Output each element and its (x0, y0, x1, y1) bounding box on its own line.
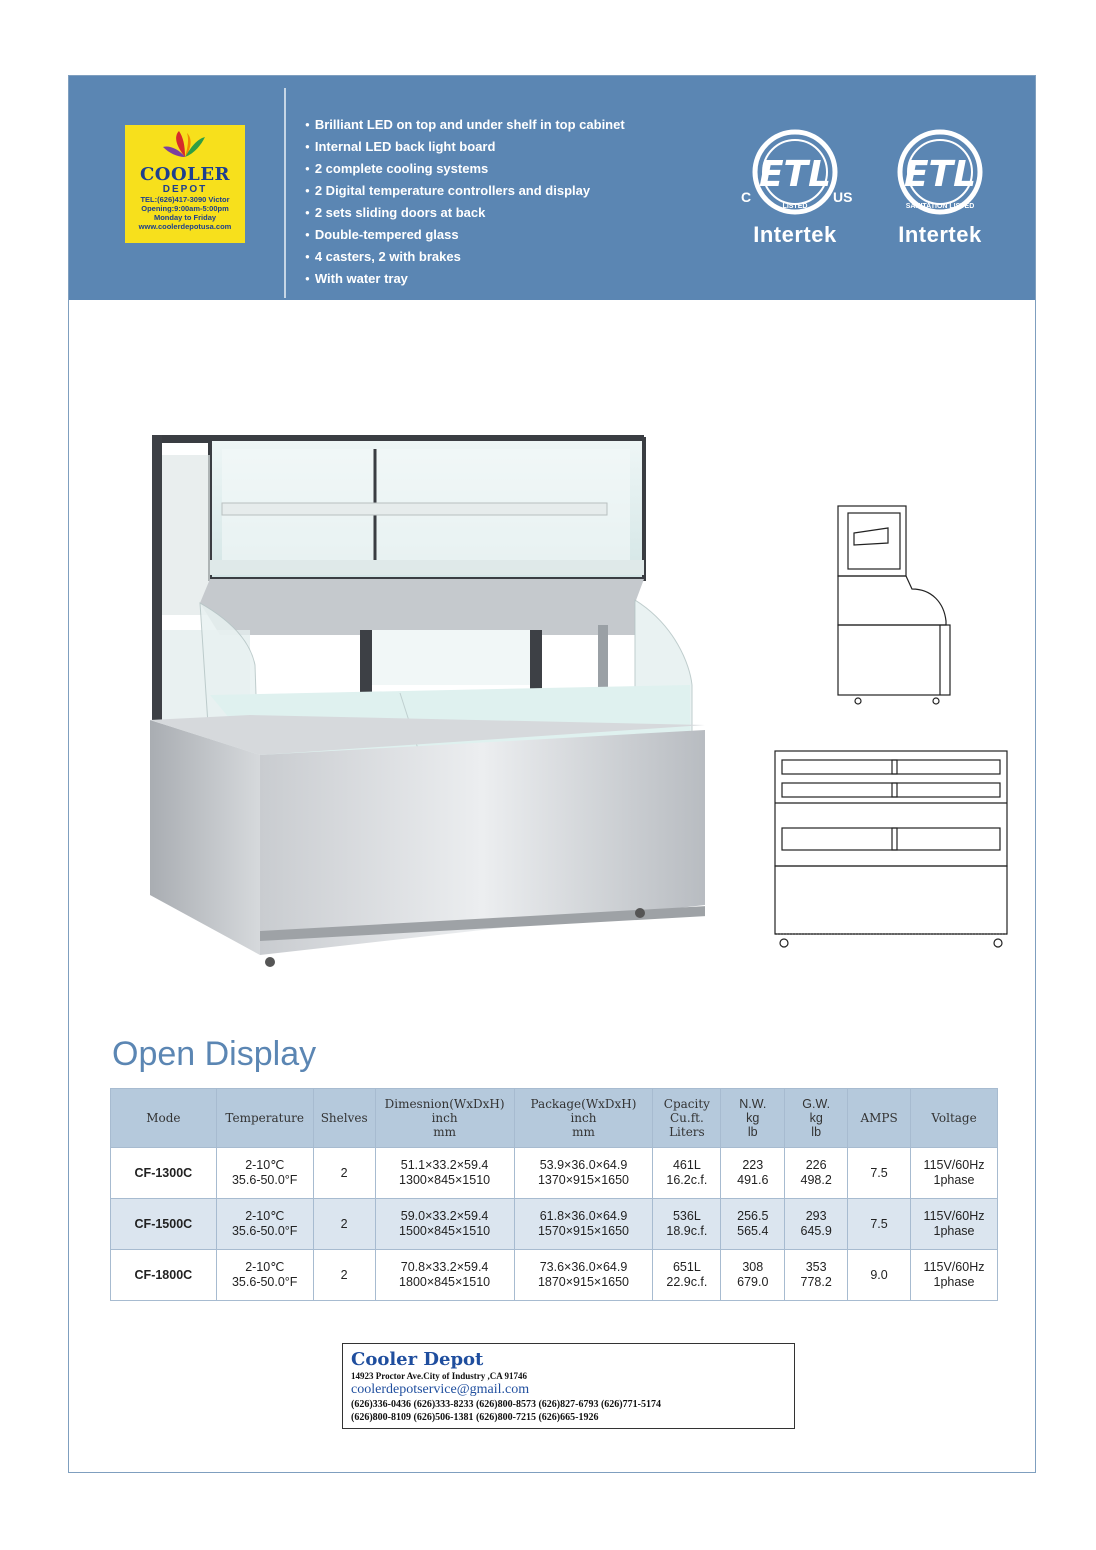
cell-voltage: 115V/60Hz 1phase (911, 1250, 998, 1301)
col-header-shelves: Shelves (313, 1089, 375, 1148)
feature-item: ● 2 sets sliding doors at back (305, 203, 625, 225)
table-row (111, 1199, 998, 1250)
feature-item: ● 2 complete cooling systems (305, 159, 625, 181)
cert-arc: LISTED (782, 203, 808, 210)
feature-item: ● With water tray (305, 269, 625, 291)
cell-package: 61.8×36.0×64.9 1570×915×1650 (514, 1199, 653, 1250)
cell-temp: 2-10℃ 35.6-50.0°F (216, 1250, 313, 1301)
cell-dimension: 51.1×33.2×59.4 1300×845×1510 (375, 1148, 514, 1199)
page-title: Open Display (112, 1035, 317, 1073)
col-header-voltage: Voltage (911, 1089, 998, 1148)
cell-gw: 293 645.9 (785, 1199, 848, 1250)
feature-item: ● Internal LED back light board (305, 137, 625, 159)
feature-item: ● 4 casters, 2 with brakes (305, 247, 625, 269)
cert-name: Intertek (753, 222, 837, 247)
table-row (111, 1250, 998, 1301)
cell-amps: 7.5 (848, 1148, 911, 1199)
contact-address: 14923 Proctor Ave.City of Industry ,CA 91746 (351, 1371, 527, 1381)
cell-capacity: 536L 18.9c.f. (653, 1199, 721, 1250)
cell-shelves: 2 (313, 1250, 375, 1301)
cert-mark: ETL (903, 154, 977, 195)
cell-capacity: 651L 22.9c.f. (653, 1250, 721, 1301)
feature-item: ● 2 Digital temperature controllers and display (305, 181, 625, 203)
etl-listed-cert (735, 128, 855, 248)
cooler-depot-logo (125, 125, 245, 243)
table-header-row (111, 1089, 998, 1148)
etl-sanitation-mark-icon (880, 128, 1000, 220)
cert-arc: SANITATION LISTED (905, 203, 975, 210)
cell-voltage: 115V/60Hz 1phase (911, 1199, 998, 1250)
contact-box (342, 1343, 795, 1429)
contact-email[interactable]: coolerdepotservice@gmail.com (351, 1382, 530, 1397)
cert-left: C (741, 189, 752, 205)
col-header-temperature: Temperature (216, 1089, 313, 1148)
front-view-drawing (772, 748, 1012, 953)
col-header-nw: N.W. kg lb (721, 1089, 785, 1148)
cell-voltage: 115V/60Hz 1phase (911, 1148, 998, 1199)
cert-right: US (833, 189, 853, 205)
header-divider (284, 88, 286, 298)
col-header-capacity: Cpacity Cu.ft. Liters (653, 1089, 721, 1148)
cell-temp: 2-10℃ 35.6-50.0°F (216, 1148, 313, 1199)
logo-line: Monday to Friday (153, 213, 217, 222)
cell-shelves: 2 (313, 1148, 375, 1199)
logo-line: www.coolerdepotusa.com (138, 222, 232, 231)
contact-name: Cooler Depot (351, 1349, 484, 1370)
cell-package: 53.9×36.0×64.9 1370×915×1650 (514, 1148, 653, 1199)
col-header-mode: Mode (111, 1089, 217, 1148)
cell-gw: 353 778.2 (785, 1250, 848, 1301)
logo-line: TEL:(626)417-3090 Victor (140, 195, 230, 204)
col-header-amps: AMPS (848, 1089, 911, 1148)
cell-model: CF-1300C (111, 1148, 217, 1199)
etl-listed-mark-icon (735, 128, 855, 220)
col-header-dimension: Dimesnion(WxDxH) inch mm (375, 1089, 514, 1148)
spec-table (110, 1088, 998, 1301)
cell-nw: 256.5 565.4 (721, 1199, 785, 1250)
cell-model: CF-1500C (111, 1199, 217, 1250)
table-row (111, 1148, 998, 1199)
col-header-gw: G.W. kg lb (785, 1089, 848, 1148)
display-case-image (100, 425, 740, 975)
contact-phones-line2: (626)800-8109 (626)506-1381 (626)800-7215 (626)665-1926 (351, 1412, 599, 1423)
cell-nw: 223 491.6 (721, 1148, 785, 1199)
side-view-drawing (832, 503, 952, 708)
cell-nw: 308 679.0 (721, 1250, 785, 1301)
feature-item: ● Double-tempered glass (305, 225, 625, 247)
logo-brand: COOLER (139, 164, 231, 185)
cell-temp: 2-10℃ 35.6-50.0°F (216, 1199, 313, 1250)
cell-amps: 7.5 (848, 1199, 911, 1250)
feature-list (305, 115, 625, 291)
cell-capacity: 461L 16.2c.f. (653, 1148, 721, 1199)
logo-line: Opening:9:00am-5:00pm (141, 204, 229, 213)
logo-sub: DEPOT (162, 184, 208, 195)
feature-item: ● Brilliant LED on top and under shelf in top cabinet (305, 115, 625, 137)
cert-mark: ETL (758, 154, 832, 195)
col-header-package: Package(WxDxH) inch mm (514, 1089, 653, 1148)
cell-package: 73.6×36.0×64.9 1870×915×1650 (514, 1250, 653, 1301)
cell-model: CF-1800C (111, 1250, 217, 1301)
flower-icon (155, 129, 215, 159)
cell-dimension: 59.0×33.2×59.4 1500×845×1510 (375, 1199, 514, 1250)
etl-sanitation-cert (880, 128, 1000, 248)
contact-phones-line1: (626)336-0436 (626)333-8233 (626)800-8573 (626)827-6793 (626)771-5174 (351, 1399, 661, 1410)
cell-amps: 9.0 (848, 1250, 911, 1301)
cert-name: Intertek (898, 222, 982, 247)
cell-dimension: 70.8×33.2×59.4 1800×845×1510 (375, 1250, 514, 1301)
cell-gw: 226 498.2 (785, 1148, 848, 1199)
cell-shelves: 2 (313, 1199, 375, 1250)
